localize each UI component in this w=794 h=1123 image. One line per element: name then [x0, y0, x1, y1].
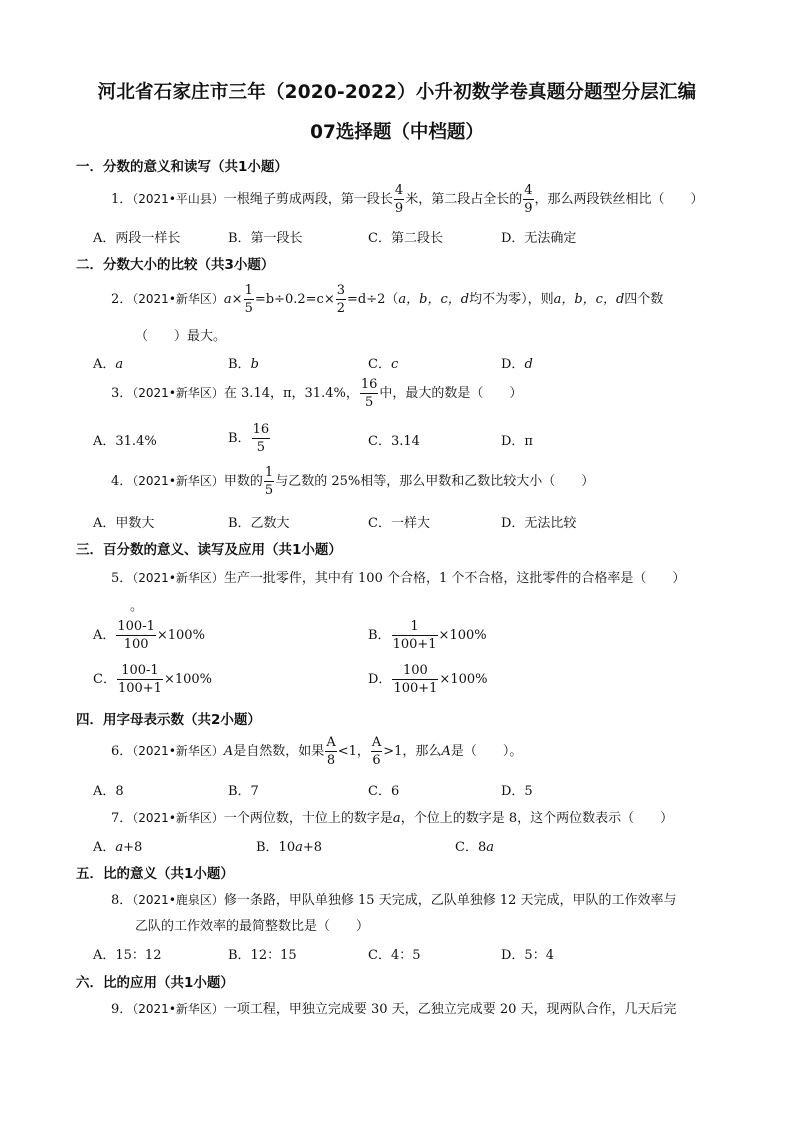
option-b[interactable]: B．乙数大: [228, 516, 290, 531]
option-d[interactable]: D．无法比较: [501, 516, 577, 531]
question-9: 9．（2021•新华区）一项工程，甲独立完成要 30 天，乙独立完成要 20 天，现两队合作，几天后完: [111, 1002, 677, 1017]
fraction: $\frac{A}{6}$: [371, 735, 382, 768]
question-4: 4．（2021•新华区）甲数的 $\frac{1}{5}$ 与乙数的 25%相等，那么甲数和乙数比较大小（ ）: [111, 465, 595, 498]
section-title-1: 一．分数的意义和读写（共1小题）: [76, 159, 288, 175]
section-title-3: 三．百分数的意义、读写及应用（共1小题）: [76, 542, 342, 558]
question-number: 1．: [111, 192, 133, 207]
question-text: ，那么两段铁丝相比（ ）: [534, 192, 704, 207]
option-d[interactable]: D．无法确定: [501, 231, 577, 246]
option-c[interactable]: C．4：5: [368, 948, 421, 963]
section-title-6: 六．比的应用（共1小题）: [76, 975, 234, 991]
option-b[interactable]: B．b: [228, 357, 259, 372]
section-title-4: 四．用字母表示数（共2小题）: [76, 712, 261, 728]
option-d[interactable]: D．5: [501, 784, 533, 799]
question-number: 7．: [111, 811, 133, 826]
question-text: 一根绳子剪成两段，第一段长: [223, 192, 393, 207]
question-source: （2021•新华区）: [132, 292, 224, 306]
option-c[interactable]: C．c: [368, 357, 399, 372]
option-a[interactable]: A．8: [93, 784, 124, 799]
question-1: [111, 184, 704, 215]
option-d[interactable]: D．π: [501, 434, 533, 449]
fraction: $\frac{1}{5}$: [264, 465, 274, 498]
question-2-line2: （ ）最大。: [135, 329, 227, 344]
question-source: （2021•新华区）: [132, 744, 224, 758]
question-source: （2021•新华区）: [132, 386, 224, 400]
doc-subtitle: 07选择题（中档题）: [310, 122, 484, 143]
question-5-line2: 。: [130, 599, 144, 614]
question-source: （2021•鹿泉区）: [132, 893, 224, 907]
option-d[interactable]: D．5：4: [501, 948, 554, 963]
question-number: 6．: [111, 744, 133, 759]
question-7: 7．（2021•新华区）一个两位数，十位上的数字是a，个位上的数字是 8，这个两位数表示（ ）: [111, 811, 674, 826]
option-a[interactable]: A．两段一样长: [93, 231, 181, 246]
section-title-2: 二．分数大小的比较（共3小题）: [76, 257, 275, 273]
option-a[interactable]: A． $\frac{100-1}{100}$ ×100%: [93, 619, 205, 652]
section-title-5: 五．比的意义（共1小题）: [76, 866, 234, 882]
fraction: $\frac{16}{5}$: [252, 422, 270, 455]
option-b[interactable]: B． $\frac{16}{5}$: [228, 422, 270, 455]
question-8-line2: 乙队的工作效率的最简整数比是（ ）: [135, 919, 370, 934]
option-a[interactable]: A．a: [93, 357, 124, 372]
question-source: （2021•新华区）: [132, 474, 224, 488]
option-c[interactable]: C．3.14: [368, 434, 420, 449]
option-a[interactable]: A．31.4%: [93, 434, 157, 449]
question-source: （2021•新华区）: [132, 811, 224, 825]
option-b[interactable]: B．7: [228, 784, 259, 799]
question-number: 9．: [111, 1002, 133, 1017]
question-text: 米，第二段占全长的: [405, 192, 523, 207]
fraction: $\frac{1}{5}$: [244, 283, 253, 316]
fraction: $\frac{100}{100+1}$: [393, 663, 438, 696]
option-c[interactable]: C．一样大: [368, 516, 430, 531]
question-number: 3．: [111, 386, 133, 401]
fraction: $\frac{3}{2}$: [336, 283, 345, 316]
option-c[interactable]: C．第二段长: [368, 231, 443, 246]
question-source: （2021•平山县）: [132, 192, 224, 206]
doc-title: 河北省石家庄市三年（2020-2022）小升初数学卷真题分题型分层汇编: [97, 82, 697, 103]
option-d[interactable]: D． $\frac{100}{100+1}$ ×100%: [368, 663, 488, 696]
fraction: $\frac{4}{9}$: [524, 183, 533, 216]
option-c[interactable]: C．6: [368, 784, 400, 799]
question-number: 4．: [111, 474, 133, 489]
option-a[interactable]: A．a+8: [93, 840, 143, 855]
option-b[interactable]: B． $\frac{1}{100+1}$ ×100%: [368, 619, 487, 652]
fraction: $\frac{100-1}{100}$: [117, 619, 155, 652]
option-b[interactable]: B．10a+8: [256, 840, 323, 855]
question-2: 2．（2021•新华区）a× $\frac{1}{5}$ =b÷0.2=c× $\frac{3}{2}$ =d÷2（a，b，c，d均不为零），则a，b，c，d四个数: [111, 283, 664, 316]
fraction: $\frac{4}{9}$: [394, 183, 404, 216]
question-number: 8．: [111, 893, 133, 908]
fraction: $\frac{16}{5}$: [360, 377, 378, 410]
question-6: 6．（2021•新华区）A是自然数，如果 $\frac{A}{8}$ <1， $\frac{A}{6}$ >1，那么A是（ ）。: [111, 735, 523, 768]
question-number: 5．: [111, 571, 133, 586]
question-number: 2．: [111, 292, 133, 307]
option-d[interactable]: D．d: [501, 357, 533, 372]
fraction: $\frac{A}{8}$: [326, 735, 336, 768]
option-c[interactable]: C．8a: [455, 840, 494, 855]
option-a[interactable]: A．15：12: [93, 948, 162, 963]
option-a[interactable]: A．甲数大: [93, 516, 155, 531]
fraction: $\frac{100-1}{100+1}$: [117, 663, 162, 696]
question-source: （2021•新华区）: [132, 571, 224, 585]
option-c[interactable]: C． $\frac{100-1}{100+1}$ ×100%: [93, 663, 212, 696]
question-5: 5．（2021•新华区）生产一批零件，其中有 100 个合格，1 个不合格，这批零件的合格率是（ ）: [111, 571, 686, 586]
option-b[interactable]: B．第一段长: [228, 231, 303, 246]
question-source: （2021•新华区）: [132, 1002, 224, 1016]
option-b[interactable]: B．12：15: [228, 948, 297, 963]
fraction: $\frac{1}{100+1}$: [392, 619, 437, 652]
question-3: 3．（2021•新华区）在 3.14，π，31.4%， $\frac{16}{5}$ 中，最大的数是（ ）: [111, 377, 523, 410]
question-8: 8．（2021•鹿泉区）修一条路，甲队单独修 15 天完成，乙队单独修 12 天完成，甲队的工作效率与: [111, 893, 677, 908]
